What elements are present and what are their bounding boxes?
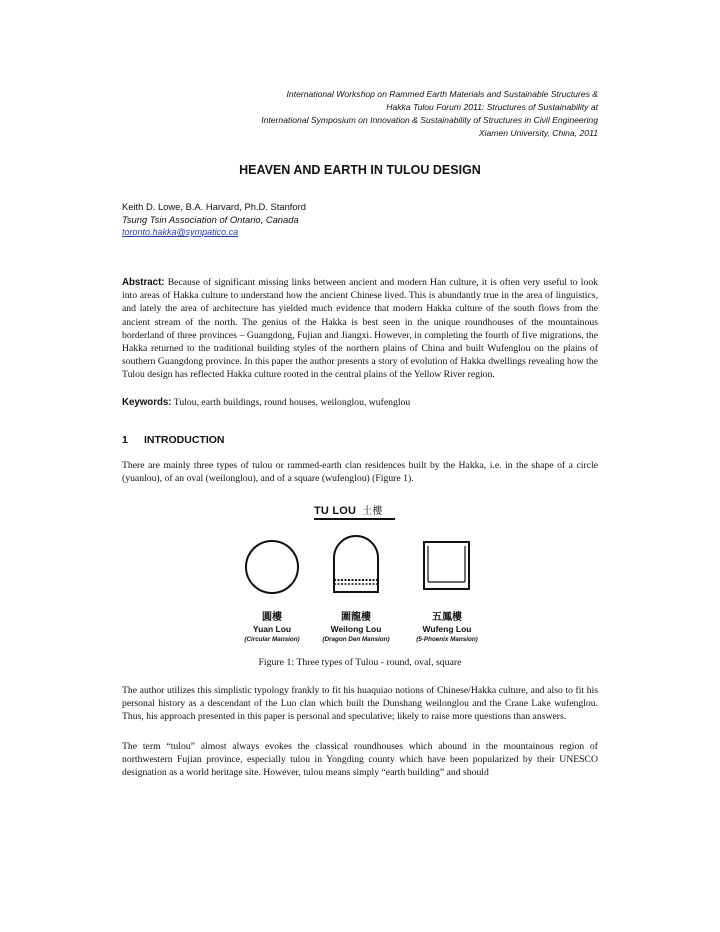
body-paragraph: The author utilizes this simplistic typology frankly to fit his huaquiao notions of Chinese/Hakka culture, and also to fit his personal history as a descendant of the Luo clan which built the Dunshang weilonglou and the Crane Lake wufenglou. Thus, his approach presented in this paper is personal and speculative; likely to raise more questions than answers. — [122, 685, 598, 723]
header-line: International Symposium on Innovation & Sustainability of Structures in Civil Engineering — [261, 115, 598, 125]
type-label-sub: (5-Phoenix Mansion) — [416, 636, 478, 643]
abstract-label: Abstract: — [122, 277, 165, 288]
keywords-text: Tulou, earth buildings, round houses, weilonglou, wufenglou — [173, 397, 411, 408]
header-line: Hakka Tulou Forum 2011: Structures of Sustainability at — [386, 102, 598, 112]
author-block — [122, 200, 306, 239]
keywords-label: Keywords: — [122, 397, 172, 408]
author-affiliation: Tsung Tsin Association of Ontario, Canada — [122, 214, 299, 225]
conference-header — [261, 88, 598, 140]
intro-paragraph: There are mainly three types of tulou or rammed-earth clan residences built by the Hakka, i.e. in the shape of a circle (yuanlou), of an oval (weilonglou), and of a square (wufenglou) (Figure 1). — [122, 460, 598, 485]
type-label-en: Yuan Lou — [252, 624, 292, 634]
header-line: International Workshop on Rammed Earth Materials and Sustainable Structures & — [286, 89, 598, 99]
tulou-shapes-drawing — [228, 530, 498, 598]
figure-title-underline — [314, 518, 395, 520]
type-label-zh: 五鳳樓 — [432, 612, 462, 623]
abstract-text: Because of significant missing links between ancient and modern Han culture, it is often very useful to look into areas of Hakka culture to understand how the ancient Chinese lived. This is abundantly true in the area of linguistics, and lately the area of architecture has yielded much evidence that modern Hakka culture of the south flows from the ancient stream of the north. The genius of the Hakka is best seen in the unique roundhouses of the mountainous borderland of three provinces – Guangdong, Fujian and Jiangxi. However, in completing the fourth of five migrations, the Hakka returned to the traditional building styles of the northern plains of China and built Wufenglou on the plains of southern Guangdong province. In this paper the author presents a story of evolution of Hakka dwellings revealing how the Tulou design has reflected Hakka culture rooted in the central plains of the Yellow River region. — [122, 277, 599, 381]
round-tulou-shape — [246, 541, 298, 593]
yuan-lou-label — [227, 612, 317, 645]
figure-title-en: TU LOU — [314, 505, 357, 517]
figure-caption: Figure 1: Three types of Tulou - round, oval, square — [258, 657, 462, 668]
type-label-sub: (Dragon Den Mansion) — [322, 636, 390, 643]
section-heading — [122, 434, 225, 446]
author-email-link[interactable]: toronto.hakka@sympatico.ca — [122, 227, 239, 237]
header-line: Xiamen University, China, 2011 — [478, 128, 598, 138]
figure-title-zh: 土樓 — [362, 506, 383, 517]
type-label-zh: 圍龍樓 — [341, 612, 371, 623]
weilong-lou-label — [311, 612, 401, 645]
author-name: Keith D. Lowe, B.A. Harvard, Ph.D. Stanford — [122, 201, 306, 212]
type-label-sub: (Circular Mansion) — [244, 636, 300, 643]
type-label-en: Wufeng Lou — [422, 624, 472, 634]
wufeng-lou-label — [402, 612, 492, 645]
section-number: 1 — [122, 434, 128, 446]
body-paragraph: The term “tulou” almost always evokes the classical roundhouses which abound in the mountainous region of northwestern Fujian province, especially tulou in Yongding county which have been popularized by their UNESCO designation as a world heritage site. However, tulou means simply “earth building” and should — [122, 741, 598, 779]
type-label-zh: 圓樓 — [262, 612, 282, 623]
type-label-en: Weilong Lou — [330, 624, 382, 634]
figure-title — [314, 502, 383, 517]
keywords-paragraph — [122, 396, 598, 409]
section-title: INTRODUCTION — [144, 434, 225, 446]
abstract-paragraph — [122, 276, 598, 382]
paper-title: HEAVEN AND EARTH IN TULOU DESIGN — [239, 163, 481, 177]
figure-tulou-types — [228, 500, 498, 650]
